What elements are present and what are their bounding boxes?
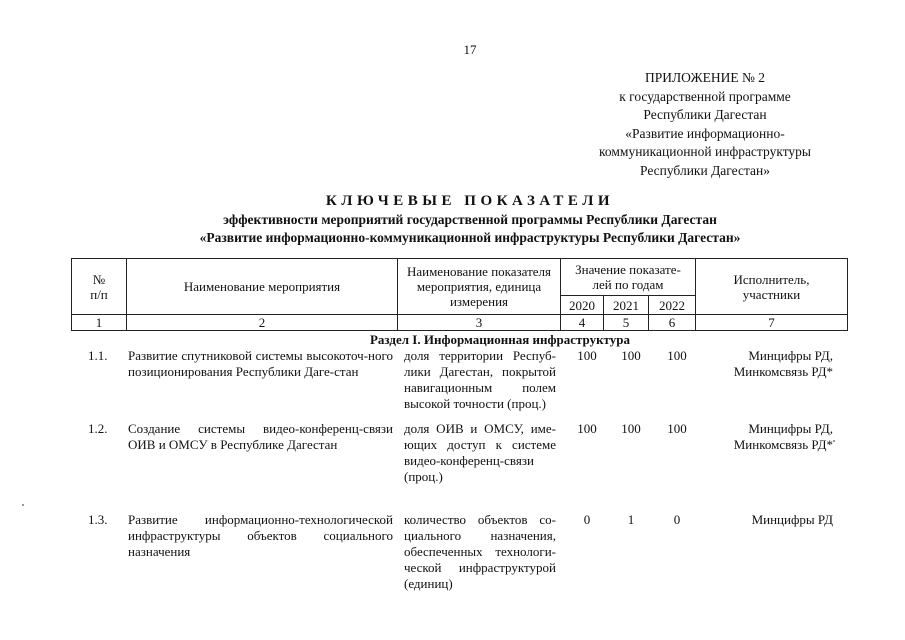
appendix-line: Республики Дагестан» xyxy=(639,162,770,178)
value-2021: 100 xyxy=(621,421,641,436)
header-num: № п/п xyxy=(72,259,127,315)
column-number: 2 xyxy=(127,315,398,331)
header-executor: Исполнитель, участники xyxy=(696,259,848,315)
subtitle-line: «Развитие информационно-коммуникационной инфраструктуры Республики Дагестан» xyxy=(199,230,741,245)
appendix-line: ПРИЛОЖЕНИЕ № 2 xyxy=(644,70,766,85)
executor: Минцифры РД xyxy=(751,512,833,527)
document-subtitle xyxy=(0,211,905,247)
section-heading: Раздел I. Информационная инфраструктура xyxy=(369,332,631,347)
column-number: 7 xyxy=(696,315,848,331)
row-number: 1.3. xyxy=(88,512,108,527)
appendix-line: «Развитие информационно- xyxy=(625,125,785,141)
row-number: 1.1. xyxy=(88,348,108,363)
header-year: 2021 xyxy=(604,296,649,315)
header-values-group: Значение показате- лей по годам xyxy=(561,259,696,296)
value-2021: 100 xyxy=(621,348,641,363)
value-2020: 100 xyxy=(577,421,597,436)
row-number: 1.2. xyxy=(88,421,108,436)
event-name: Развитие спутниковой системы высокоточ-ного позиционирования Республики Даге-стан xyxy=(128,348,393,379)
indicators-table-header xyxy=(71,258,848,331)
column-number: 1 xyxy=(72,315,127,331)
value-2020: 0 xyxy=(583,512,591,527)
column-number: 6 xyxy=(649,315,696,331)
subtitle-line: эффективности мероприятий государственной программы Республики Дагестан xyxy=(223,212,717,227)
header-year: 2022 xyxy=(649,296,696,315)
scan-speck xyxy=(22,504,24,506)
column-number: 5 xyxy=(604,315,649,331)
header-indicator: Наименование показателя мероприятия, единица измерения xyxy=(398,259,561,315)
indicator-name: доля территории Респуб-лики Дагестан, покрытой навигационным полем высокой точности (проц.) xyxy=(404,348,556,411)
event-name: Развитие информационно-технологической инфраструктуры объектов социального назначения xyxy=(128,512,393,559)
header-year: 2020 xyxy=(561,296,604,315)
appendix-block xyxy=(560,69,850,180)
header-event: Наименование мероприятия xyxy=(127,259,398,315)
value-2022: 100 xyxy=(667,348,687,363)
appendix-line: коммуникационной инфраструктуры xyxy=(599,144,811,159)
appendix-line: к государственной программе xyxy=(619,88,791,104)
value-2020: 100 xyxy=(577,348,597,363)
scan-speck xyxy=(833,440,835,442)
column-number: 3 xyxy=(398,315,561,331)
value-2021: 1 xyxy=(627,512,635,527)
indicator-name: количество объектов со-циального назначения, обеспеченных технологи-ческой инфраструктурой (единиц) xyxy=(404,512,556,591)
executor: Минцифры РД, Минкомсвязь РД* xyxy=(733,348,833,379)
indicator-name: доля ОИВ и ОМСУ, име-ющих доступ к системе видео-конференц-связи (проц.) xyxy=(404,421,556,484)
event-name: Создание системы видео-конференц-связи ОИВ и ОМСУ в Республике Дагестан xyxy=(128,421,393,452)
value-2022: 0 xyxy=(673,512,681,527)
executor: Минцифры РД, Минкомсвязь РД* xyxy=(733,421,833,452)
column-number: 4 xyxy=(561,315,604,331)
value-2022: 100 xyxy=(667,421,687,436)
document-title: КЛЮЧЕВЫЕ ПОКАЗАТЕЛИ xyxy=(325,193,615,209)
appendix-line: Республики Дагестан xyxy=(643,107,767,122)
page-number: 17 xyxy=(463,42,477,57)
